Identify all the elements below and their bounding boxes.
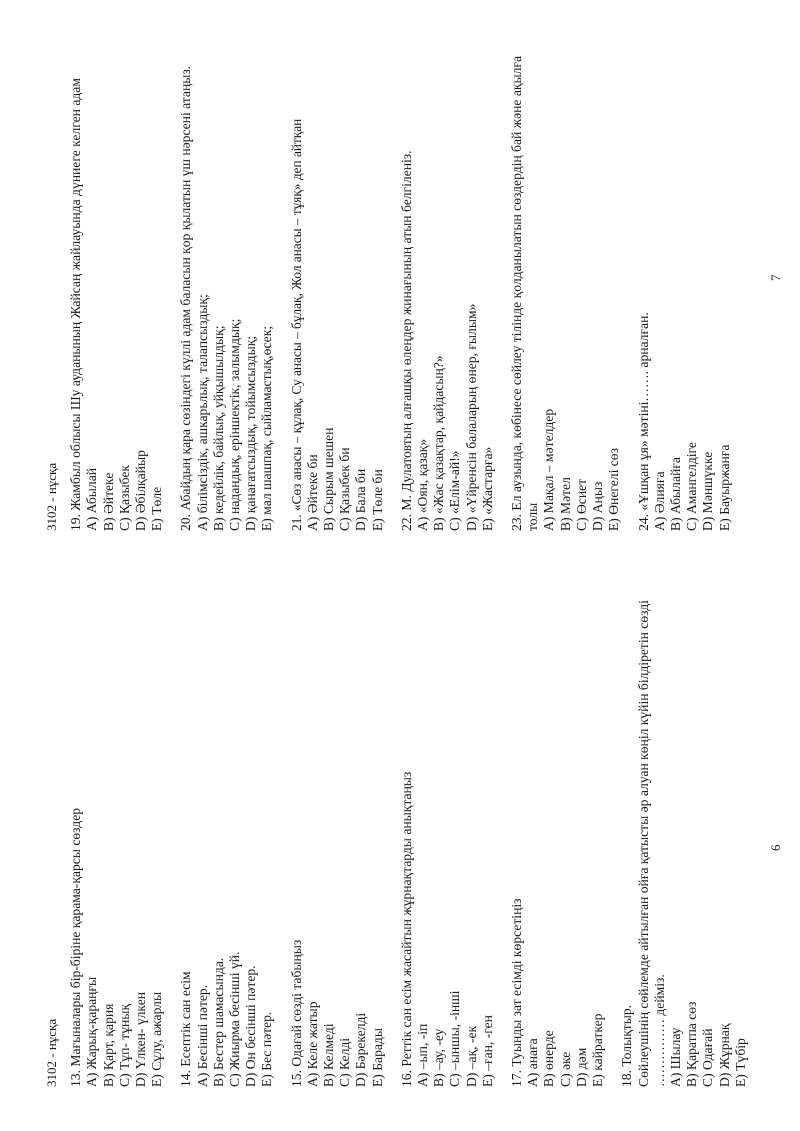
option-b: B) Қаратпа сөз (684, 1001, 700, 1087)
question-text-continued: Сөйлеушінің сөйлемде айтылған ойға қатысты әр алуан көңіл күйін білдіретін сөзді …………… деймiз. (635, 600, 667, 1087)
option-a: A) Абылай (84, 467, 100, 531)
option-a: A) Бесінші пәтер. (194, 984, 210, 1087)
option-a: A) Әйтеке би (304, 454, 320, 531)
option-c: C) Келді (337, 1037, 353, 1087)
option-c: C) Тұп- тұнық (116, 1003, 132, 1087)
option-c: C) Жиырма бесінші үй. (227, 951, 243, 1087)
right-page-column (44, 41, 746, 531)
option-d: D) Жұрнақ (716, 1023, 732, 1087)
option-e: E) Сұлу, ажарлы (149, 991, 165, 1087)
variant-header: 3102 - нұсқа (44, 462, 59, 531)
question-16 (399, 597, 496, 1087)
option-c: C) Одағай (700, 1028, 716, 1087)
option-a: A) білімсіздік, ашкарьлық, талапсыздық; (194, 294, 210, 531)
question-text: 16. Реттік сан есім жасайтын жұрнақтарды анықтаңыз (398, 771, 414, 1087)
question-17 (509, 597, 606, 1087)
option-a: A) «Оян, қазақ» (415, 438, 431, 531)
option-b: B) Бестер шамасында. (210, 957, 226, 1087)
question-text: 24. «Ұшқан ұя» мәтіні……. арналған. (635, 312, 651, 531)
question-18 (619, 597, 749, 1087)
option-b: B) –ау, -еу (431, 1028, 447, 1087)
question-text: 22. М. Дулатовтың алғашқы өлеңдер жинағының атын белгіленіз. (398, 150, 414, 531)
option-c: C) надандық, еріншектік, залымдық; (227, 318, 243, 531)
option-a: A) Әлияға (651, 471, 667, 531)
option-d: D) –ақ, -ек (463, 1025, 479, 1087)
page-number-left: 6 (768, 844, 783, 851)
option-d: D) Әбілқайыр (133, 450, 149, 531)
question-20 (178, 41, 275, 531)
option-d: D) дәм (573, 1047, 589, 1087)
question-13 (68, 597, 165, 1087)
option-d: D) Бала би (353, 468, 369, 531)
option-d: D) қанағатсыздық, тойымсыздық; (243, 335, 259, 531)
question-text: 21. «Сөз анасы – құлақ, Су анасы – бұлақ, Жол анасы – тұяқ» деп айтқан (288, 118, 304, 531)
question-24 (636, 41, 733, 531)
question-15 (289, 597, 386, 1087)
option-e: E) мал шашпақ, сыйламастық,өсек; (259, 325, 275, 531)
option-d: D) Аңыз (590, 481, 606, 531)
option-a: A) Жарық-қараңғы (84, 976, 100, 1087)
option-c: C) Өсиет (573, 478, 589, 531)
option-e: E) –ған, -ген (479, 1015, 495, 1087)
option-b: B) өнерде (541, 1030, 557, 1087)
option-e: E) Өнегелі сөз (606, 448, 622, 531)
option-c: C) Қазыбек би (337, 447, 353, 531)
option-b: B) кедейлік, байлық, уйқышылдық; (210, 325, 226, 531)
page-number-right: 7 (768, 274, 783, 281)
option-c: C) «Елім-ай!» (447, 450, 463, 531)
option-a: A) Шылау (667, 1027, 683, 1087)
option-d: D) Он бесінші пәтер. (243, 965, 259, 1087)
option-e: E) Барады (369, 1028, 385, 1087)
option-d: D) Үлкен- үлкен (133, 992, 149, 1087)
variant-header: 3102 - нұсқа (44, 1018, 59, 1087)
option-b: B) Сырым шешен (321, 427, 337, 531)
option-e: E) Түбір (732, 1038, 748, 1087)
question-text: 19. Жамбыл облысы Шу ауданының Жайсаң жайлауында дүниеге келген адам (68, 78, 84, 531)
option-a: A) Мақал – мәтелдер (541, 408, 557, 531)
question-text: 18. Толықтыр. (619, 1004, 635, 1087)
question-21 (289, 41, 386, 531)
option-d: D) «Үйренсін балаларың өнер, ғылым» (463, 303, 479, 531)
left-page-column (44, 597, 762, 1087)
option-e: E) Бауыржанға (716, 444, 732, 531)
option-b: B) Келмеді (321, 1023, 337, 1087)
option-b: B) «Жас қазақтар, қайдасың?» (431, 355, 447, 531)
option-c: C) Амангелдіге (684, 442, 700, 531)
option-c: C) Қазыбек (116, 465, 132, 531)
option-b: B) Қарт, қария (100, 1003, 116, 1087)
option-e: E) кайраткер (590, 1013, 606, 1087)
option-e: E) Төле (149, 486, 165, 531)
option-d: D) Бәрекелді (353, 1012, 369, 1087)
option-e: E) Төле би (369, 469, 385, 531)
option-a: A) анаға (525, 1038, 541, 1087)
option-b: B) Мәтел (557, 477, 573, 531)
question-text: 17. Туынды зат есімді көрсетіңіз (509, 898, 525, 1087)
question-text: 14. Есептік сан есім (178, 971, 194, 1087)
question-text: 23. Ел аузында, көбінесе сөйлеу тілінде қолданылатын сөздердің бай және ақылға толы (509, 56, 541, 531)
question-19 (68, 41, 165, 531)
question-text: 13. Мағыналары бір-біріне қарама-қарсы сөздер (68, 807, 84, 1087)
option-e: E) Бес пәтер. (259, 1011, 275, 1087)
question-22 (399, 41, 496, 531)
question-text: 15. Одағай сөзді табыңыз (288, 939, 304, 1087)
question-14 (178, 597, 275, 1087)
option-c: C) –ыншы, -інші (447, 990, 463, 1087)
option-b: B) Абылайға (667, 457, 683, 531)
option-b: B) Әйтеке (100, 472, 116, 531)
question-23 (509, 41, 622, 531)
option-c: C) әке (557, 1051, 573, 1087)
question-text: 20. Абайдың қара сөзіндегі күллі адам баласын қор қылатын үш нәрсені атаңыз. (178, 65, 194, 531)
option-a: A) –ып, -іп (415, 1023, 431, 1087)
option-e: E) «Жастарға» (479, 446, 495, 531)
option-d: D) Мәншүкке (700, 451, 716, 531)
option-a: A) Келе жатыр (304, 1001, 320, 1087)
